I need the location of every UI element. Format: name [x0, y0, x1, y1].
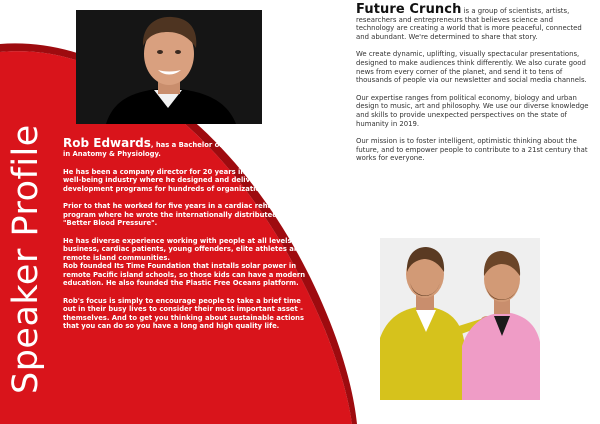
rob-edwards-photo	[76, 10, 262, 124]
speaker-profile-title: Speaker Profile	[6, 124, 46, 394]
future-crunch-paragraph-1: We create dynamic, uplifting, visually spectacular presentations, designed to make audiences think differently. We also curate good news from every corner of the planet, and send it to tens of thousands of people via our newsletter and social media channels.	[356, 50, 587, 85]
rob-intro-paragraph	[63, 136, 309, 159]
rob-bio-paragraph-2: Prior to that he worked for five years in a cardiac rehabilitation program where he wrote the internationally distributed book "Better Blood Pressure".	[63, 202, 307, 227]
future-crunch-description	[356, 2, 592, 172]
rob-name: Rob Edwards	[63, 136, 151, 150]
rob-bio-paragraph-3: He has diverse experience working with people at all levels of business, cardiac patients, young offenders, elite athletes and remote island communities. Rob founded Its Time Foundation that installs solar power in remote Pacific island schools, so those kids can have a modern education. He also founded the Plastic Free Oceans platform.	[63, 236, 306, 287]
future-crunch-name: Future Crunch	[356, 2, 462, 17]
future-crunch-intro-paragraph	[356, 2, 592, 41]
future-crunch-intro: is a group of scientists, artists, researchers and entrepreneurs that believes science and technology are creating a world that is more peaceful, connected and abundant. We're determined to share that story.	[356, 7, 582, 41]
future-crunch-duo-photo	[380, 238, 540, 400]
rob-intro: , has a Bachelor of Science with majors in Anatomy & Physiology.	[63, 141, 302, 158]
future-crunch-paragraph-3: Our mission is to foster intelligent, optimistic thinking about the future, and to empower people to contribute to a 21st century that works for everyone.	[356, 137, 588, 163]
rob-edwards-bio	[63, 136, 309, 340]
rob-bio-paragraph-4: Rob's focus is simply to encourage people to take a brief time out in their busy lives to consider their most important asset - themselves. And to get you thinking about sustainable actions that you can do so you have a long and high quality life.	[63, 296, 305, 330]
rob-bio-paragraph-1: He has been a company director for 20 years in the health and well-being industry where he designed and delivered staff development programs for hundreds of organizations.	[63, 167, 304, 193]
future-crunch-paragraph-2: Our expertise ranges from political economy, biology and urban design to music, art and philosophy. We use our diverse knowledge and skills to provide unexpected perspectives on the state of humanity in 2019.	[356, 93, 589, 128]
